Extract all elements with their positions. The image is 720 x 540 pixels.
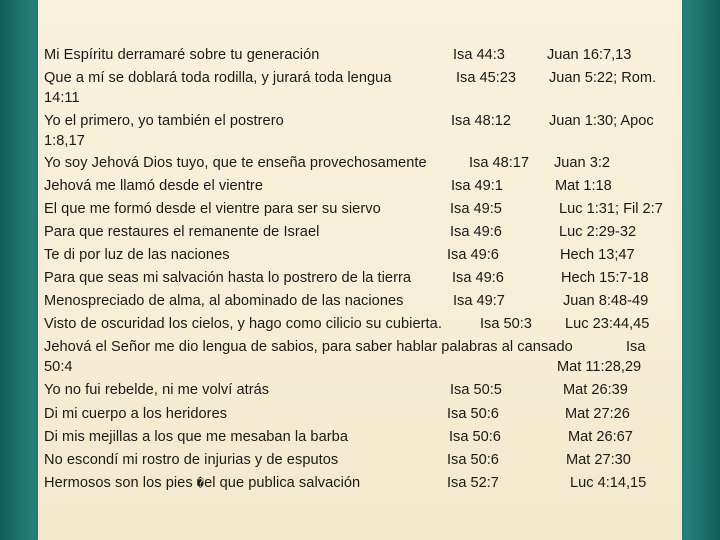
verse-text	[44, 475, 360, 492]
isaiah-ref: Isa 52:7	[447, 475, 499, 491]
verse-text: Di mis mejillas a los que me mesaban la barba	[44, 429, 348, 445]
nt-ref: Hech 15:7-18	[561, 270, 649, 286]
verse-text: Jehová me llamó desde el vientre	[44, 178, 264, 194]
verse-text-part: el que publica salvación	[204, 475, 361, 491]
nt-ref-continued: 14:11	[44, 90, 80, 106]
verse-text: Di mi cuerpo a los heridores	[44, 406, 228, 422]
verse-text: Yo el primero, yo también el postrero	[44, 113, 284, 129]
isaiah-ref: Isa 48:12	[451, 113, 512, 129]
verse-text-part: Hermosos son los pies	[44, 475, 193, 491]
isaiah-ref: Isa 49:7	[453, 293, 505, 309]
nt-ref-continued: 1:8,17	[44, 133, 85, 149]
isaiah-ref: Isa 49:6	[452, 270, 504, 286]
verse-text: Yo no fui rebelde, ni me volví atrás	[44, 382, 270, 398]
isaiah-ref: Isa 48:17	[469, 155, 530, 171]
isaiah-ref: Isa 44:3	[453, 47, 505, 63]
nt-ref: Mat 26:39	[563, 382, 628, 398]
verse-text: Te di por luz de las naciones	[44, 247, 230, 263]
nt-ref: Juan 16:7,13	[547, 47, 632, 63]
isaiah-ref-continued: 50:4	[44, 359, 73, 375]
verse-text: Que a mí se doblará toda rodilla, y jurará toda lengua	[44, 70, 392, 86]
nt-ref: Luc 1:31; Fil 2:7	[559, 201, 663, 217]
nt-ref: Hech 13;47	[560, 247, 635, 263]
isaiah-ref: Isa 49:5	[450, 201, 502, 217]
nt-ref: Mat 11:28,29	[557, 359, 642, 375]
isaiah-ref: Isa	[626, 339, 646, 355]
nt-ref: Juan 1:30; Apoc	[549, 113, 654, 129]
isaiah-ref: Isa 50:5	[450, 382, 502, 398]
verse-text: Yo soy Jehová Dios tuyo, que te enseña provechosamente	[44, 155, 427, 171]
verse-text: Para que restaures el remanente de Israel	[44, 224, 320, 240]
isaiah-ref: Isa 50:6	[447, 452, 499, 468]
isaiah-ref: Isa 50:3	[480, 316, 532, 332]
isaiah-ref: Isa 49:1	[451, 178, 503, 194]
nt-ref: Juan 3:2	[554, 155, 610, 171]
nt-ref: Juan 8:48-49	[563, 293, 649, 309]
verse-text: Jehová el Señor me dio lengua de sabios, para saber hablar palabras al cansado	[44, 339, 573, 355]
nt-ref: Luc 23:44,45	[565, 316, 650, 332]
verse-text: Para que seas mi salvación hasta lo postrero de la tierra	[44, 270, 412, 286]
verse-text: Menospreciado de alma, al abominado de las naciones	[44, 293, 404, 309]
verse-text: El que me formó desde el vientre para ser su siervo	[44, 201, 381, 217]
isaiah-ref: Isa 49:6	[450, 224, 502, 240]
isaiah-ref: Isa 50:6	[449, 429, 501, 445]
nt-ref: Mat 26:67	[568, 429, 633, 445]
isaiah-ref: Isa 49:6	[447, 247, 499, 263]
nt-ref: Juan 5:22; Rom.	[549, 70, 657, 86]
nt-ref: Luc 2:29-32	[559, 224, 637, 240]
isaiah-ref: Isa 50:6	[447, 406, 499, 422]
verse-text: No escondí mi rostro de injurias y de esputos	[44, 452, 339, 468]
isaiah-ref: Isa 45:23	[456, 70, 517, 86]
nt-ref: Mat 27:26	[565, 406, 630, 422]
verse-text: Mi Espíritu derramaré sobre tu generación	[44, 47, 320, 63]
missing-glyph-box: �	[196, 476, 205, 490]
nt-ref: Mat 1:18	[555, 178, 612, 194]
verse-text: Visto de oscuridad los cielos, y hago como cilicio su cubierta.	[44, 316, 442, 332]
nt-ref: Luc 4:14,15	[570, 475, 647, 491]
nt-ref: Mat 27:30	[566, 452, 631, 468]
